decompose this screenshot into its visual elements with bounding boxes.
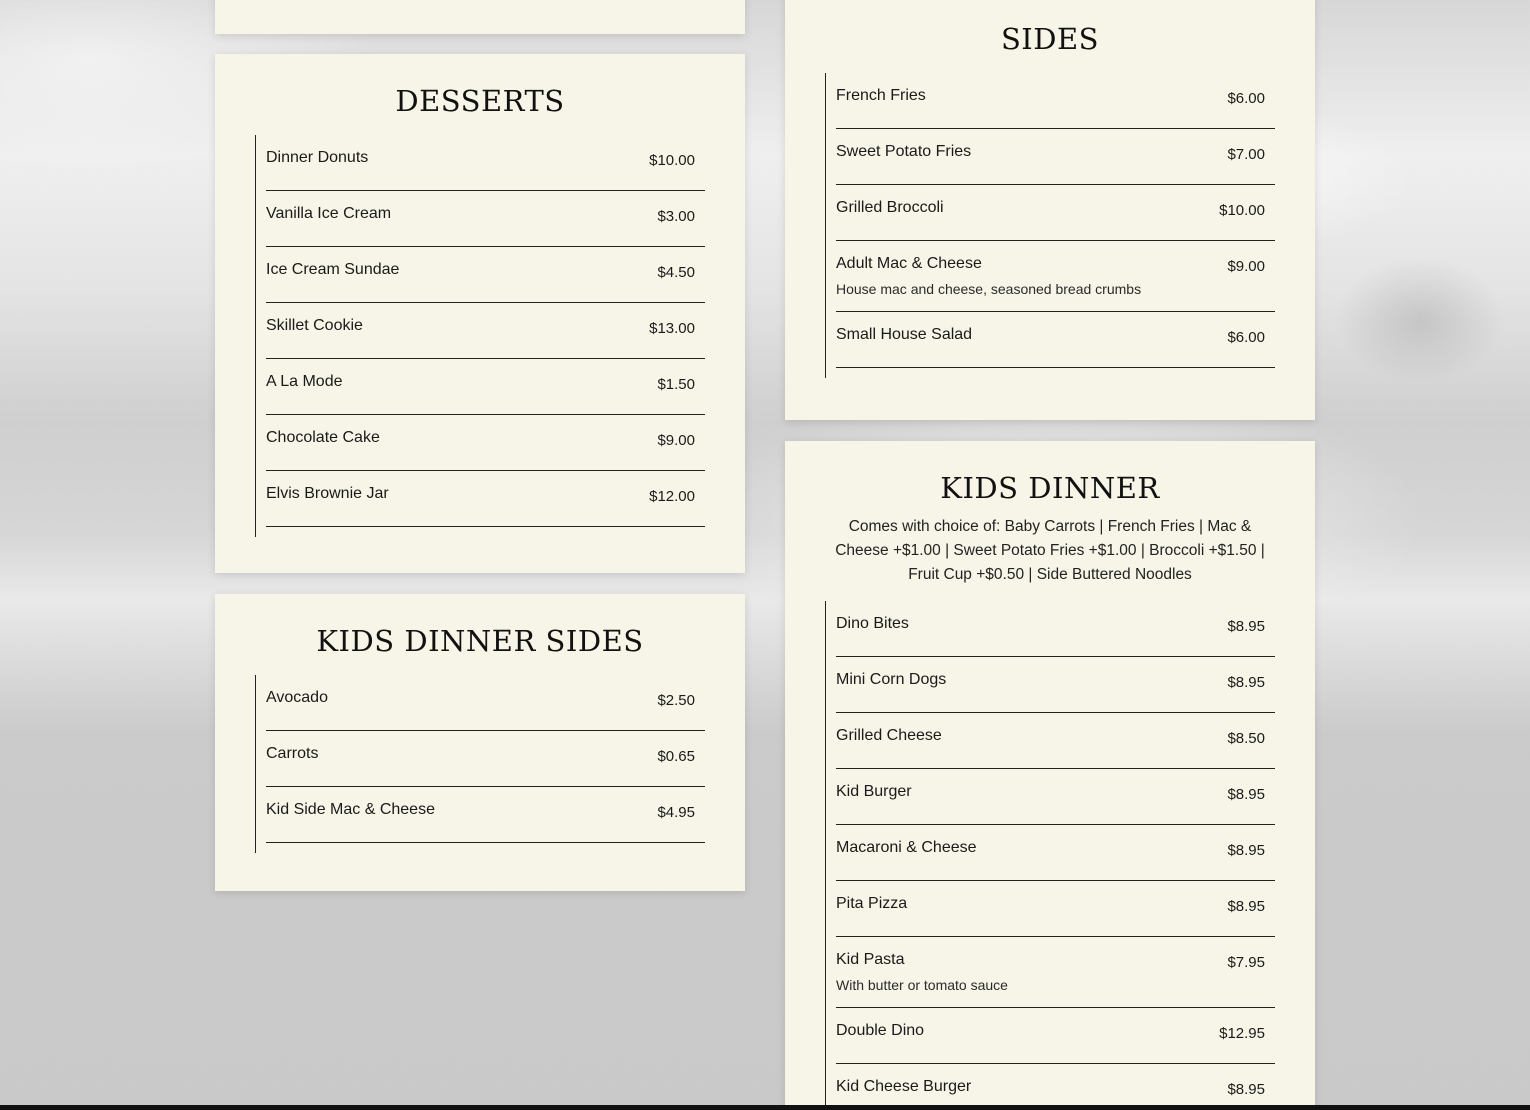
menu-item-info [836, 197, 944, 219]
menu-item-name: Ice Cream Sundae [266, 261, 400, 278]
menu-item-info [266, 203, 391, 225]
menu-item-price: $8.95 [1227, 898, 1265, 915]
menu-item-price: $6.00 [1227, 329, 1265, 346]
menu-item [836, 881, 1275, 937]
menu-item [266, 191, 705, 247]
menu-item-price: $7.95 [1227, 954, 1265, 971]
menu-item-name: Carrots [266, 745, 319, 762]
menu-item [266, 135, 705, 191]
previous-menu-card [215, 0, 745, 34]
menu-item-price: $10.00 [649, 152, 695, 169]
menu-item-name: Elvis Brownie Jar [266, 485, 389, 502]
menu-item [836, 129, 1275, 185]
menu-item-name: Skillet Cookie [266, 317, 363, 334]
menu-item-name: Kid Burger [836, 783, 912, 800]
menu-item [836, 73, 1275, 129]
desserts-card [215, 54, 745, 573]
menu-item [836, 1008, 1275, 1064]
menu-item-info [266, 427, 380, 449]
menu-item-description: With butter or tomato sauce [836, 977, 1008, 993]
menu-item-price: $8.50 [1227, 730, 1265, 747]
menu-item-info [836, 949, 1008, 995]
menu-item-price: $9.00 [1227, 258, 1265, 275]
menu-item-price: $0.65 [657, 748, 695, 765]
menu-item-info [836, 324, 972, 346]
menu-item [266, 787, 705, 843]
menu-item-info [836, 781, 912, 803]
menu-item [836, 937, 1275, 1008]
menu-item-name: French Fries [836, 87, 926, 104]
menu-item-info [836, 837, 977, 859]
menu-item-price: $2.50 [657, 692, 695, 709]
menu-item-name: Mini Corn Dogs [836, 671, 947, 688]
kids-dinner-sides-list [255, 675, 705, 853]
desserts-title: DESSERTS [395, 84, 565, 118]
menu-item-info [266, 687, 328, 709]
menu-item-description: House mac and cheese, seasoned bread crumbs [836, 281, 1142, 297]
menu-item [266, 247, 705, 303]
kids-dinner-note: Comes with choice of: Baby Carrots | French Fries | Mac & Cheese +$1.00 | Sweet Potato Fries +$1.00 | Broccoli +$1.50 | Fruit Cup +$0.50 | Side Buttered Noodles [835, 518, 1265, 583]
menu-item-info [836, 253, 1141, 299]
menu-item-name: Dino Bites [836, 615, 909, 632]
menu-item-price: $8.95 [1227, 786, 1265, 803]
menu-item [266, 731, 705, 787]
menu-item-name: Kid Cheese Burger [836, 1078, 972, 1095]
menu-item-name: Sweet Potato Fries [836, 143, 972, 160]
menu-item-info [836, 85, 926, 107]
menu-item [836, 312, 1275, 368]
menu-item-name: Grilled Broccoli [836, 199, 944, 216]
menu-item [836, 713, 1275, 769]
menu-item-price: $13.00 [649, 320, 695, 337]
kids-dinner-list [825, 601, 1275, 1110]
menu-item-price: $3.00 [657, 208, 695, 225]
kids-dinner-title: KIDS DINNER [940, 471, 1160, 505]
menu-item [266, 359, 705, 415]
menu-item-info [836, 141, 971, 163]
menu-item-info [836, 1076, 971, 1098]
menu-item [836, 185, 1275, 241]
menu-item [836, 601, 1275, 657]
menu-item-price: $8.95 [1227, 842, 1265, 859]
menu-item-info [836, 1020, 924, 1042]
menu-item [266, 303, 705, 359]
kids-dinner-sides-card [215, 594, 745, 891]
menu-item-info [836, 725, 942, 747]
bottom-bar [0, 1105, 1530, 1110]
menu-item-info [266, 483, 389, 505]
menu-item-name: Macaroni & Cheese [836, 839, 977, 856]
menu-item [836, 769, 1275, 825]
menu-item-price: $12.00 [649, 488, 695, 505]
menu-item-name: Pita Pizza [836, 895, 908, 912]
menu-item-info [266, 259, 399, 281]
menu-item-name: Adult Mac & Cheese [836, 255, 982, 272]
menu-item [266, 471, 705, 527]
menu-item-price: $8.95 [1227, 674, 1265, 691]
menu-item [836, 241, 1275, 312]
menu-item-name: Vanilla Ice Cream [266, 205, 392, 222]
menu-item [836, 657, 1275, 713]
menu-item [266, 675, 705, 731]
menu-item [836, 1064, 1275, 1110]
kids-dinner-sides-title: KIDS DINNER SIDES [316, 624, 644, 658]
menu-item-name: A La Mode [266, 373, 343, 390]
menu-item-name: Double Dino [836, 1022, 925, 1039]
menu-item-price: $4.50 [657, 264, 695, 281]
menu-item-name: Kid Pasta [836, 951, 905, 968]
menu-item-price: $8.95 [1227, 618, 1265, 635]
menu-item-price: $10.00 [1219, 202, 1265, 219]
menu-item-name: Grilled Cheese [836, 727, 942, 744]
menu-item-info [266, 147, 368, 169]
menu-item-price: $4.95 [657, 804, 695, 821]
menu-item-info [266, 743, 318, 765]
desserts-list [255, 135, 705, 537]
menu-item-name: Avocado [266, 689, 328, 706]
menu-item-name: Kid Side Mac & Cheese [266, 801, 435, 818]
menu-item-price: $6.00 [1227, 90, 1265, 107]
menu-item-info [266, 315, 363, 337]
menu-item-price: $7.00 [1227, 146, 1265, 163]
menu-item-price: $12.95 [1219, 1025, 1265, 1042]
sides-title: SIDES [1000, 22, 1100, 56]
menu-item-price: $1.50 [657, 376, 695, 393]
menu-item-info [836, 613, 909, 635]
sides-list [825, 73, 1275, 378]
menu-item-info [266, 371, 343, 393]
menu-item-price: $8.95 [1227, 1081, 1265, 1098]
menu-item-price: $9.00 [657, 432, 695, 449]
menu-item-name: Chocolate Cake [266, 429, 380, 446]
kids-dinner-card [785, 441, 1315, 1110]
menu-item-name: Small House Salad [836, 326, 973, 343]
menu-item [836, 825, 1275, 881]
menu-item [266, 415, 705, 471]
menu-item-info [836, 893, 907, 915]
menu-item-name: Dinner Donuts [266, 149, 369, 166]
menu-item-info [836, 669, 946, 691]
sides-card [785, 0, 1315, 420]
menu-item-info [266, 799, 435, 821]
